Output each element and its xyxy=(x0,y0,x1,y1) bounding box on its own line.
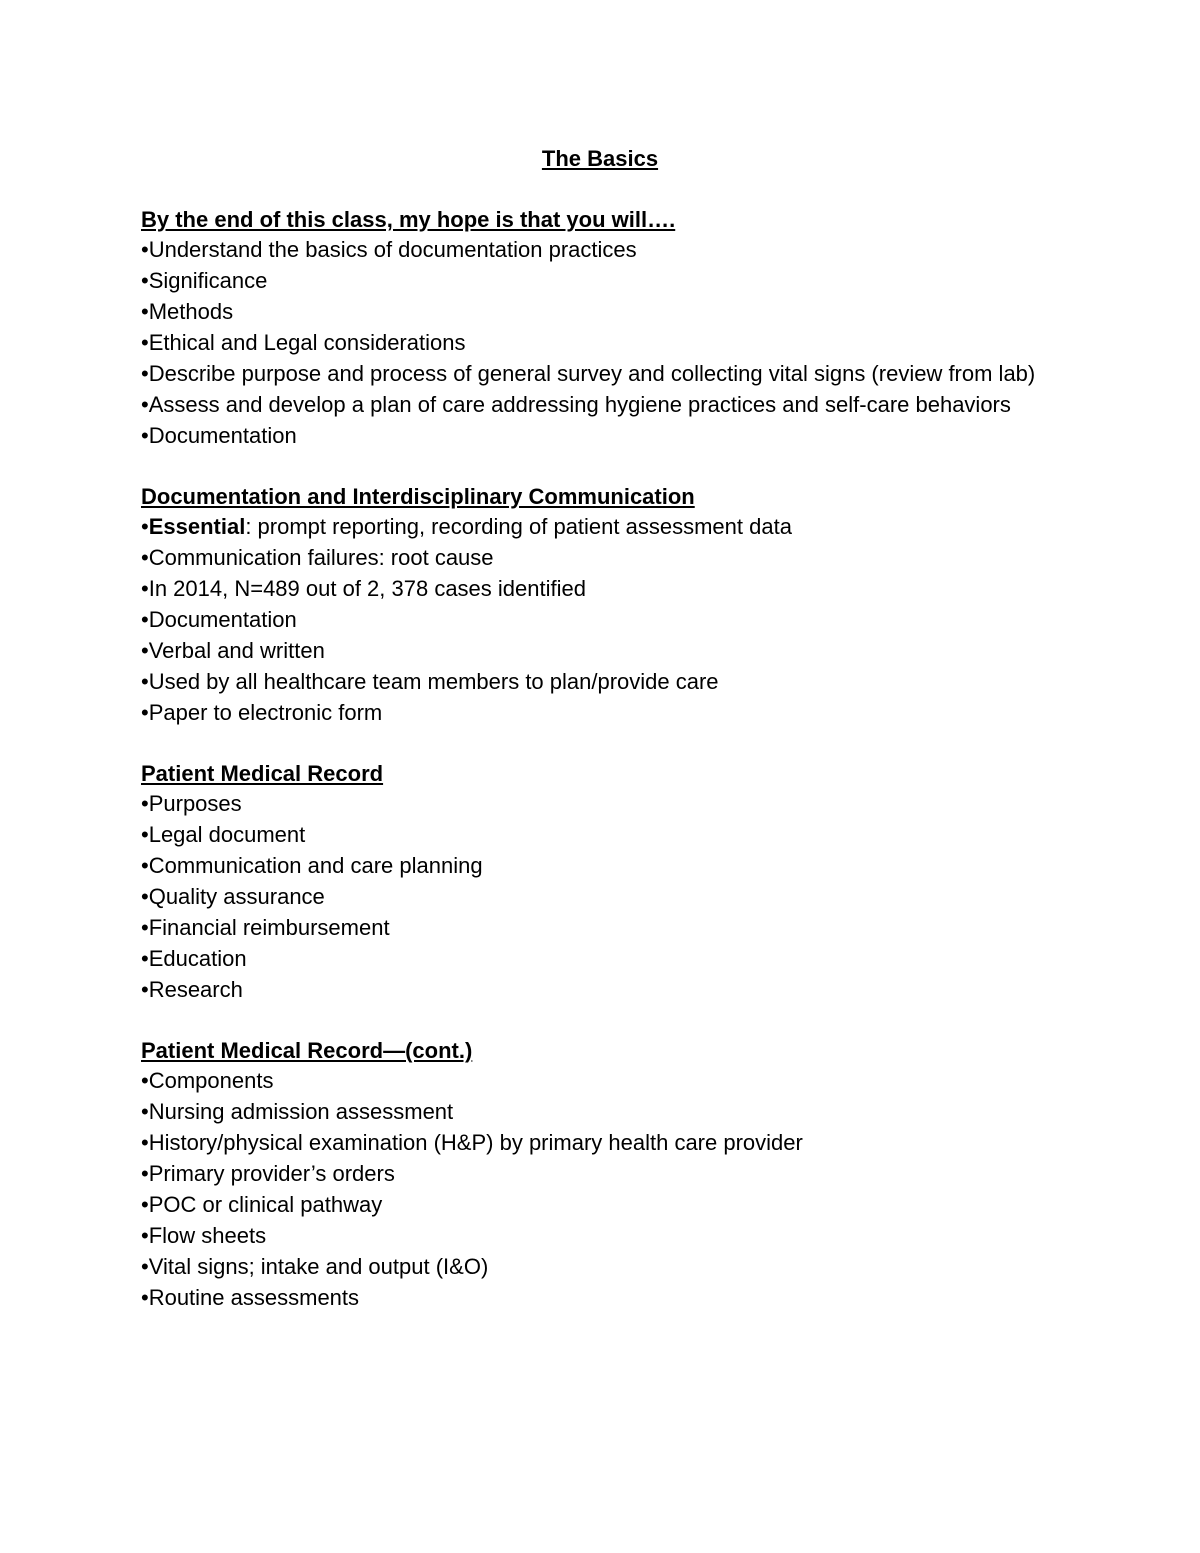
list-item xyxy=(141,1067,1071,1094)
list-item-text: Legal document xyxy=(148,822,306,847)
list-item xyxy=(141,1129,1071,1156)
list-item xyxy=(141,976,1071,1003)
list-item-text: Purposes xyxy=(148,791,242,816)
list-item-text: Education xyxy=(148,946,247,971)
bullet-marker: • xyxy=(141,330,149,355)
bullet-marker: • xyxy=(141,700,149,725)
list-item-text: Describe purpose and process of general survey and collecting vital signs (review from lab) xyxy=(148,361,1036,386)
bullet-marker: • xyxy=(141,361,149,386)
bullet-marker: • xyxy=(141,237,149,262)
bullet-marker: • xyxy=(141,299,149,324)
list-item-text: Assess and develop a plan of care addressing hygiene practices and self-care behaviors xyxy=(148,392,1011,417)
list-item-emphasis: Essential xyxy=(148,514,246,539)
list-item-text: In 2014, N=489 out of 2, 378 cases identified xyxy=(148,576,586,601)
bullet-marker: • xyxy=(141,977,149,1002)
list-item xyxy=(141,852,1071,879)
bullet-marker: • xyxy=(141,1099,149,1124)
list-item-text: Understand the basics of documentation practices xyxy=(148,237,637,262)
bullet-list xyxy=(141,236,1071,449)
list-item xyxy=(141,1253,1071,1280)
document-section xyxy=(141,483,1071,726)
list-item xyxy=(141,1284,1071,1311)
bullet-marker: • xyxy=(141,1285,149,1310)
document-title: The Basics xyxy=(541,146,659,171)
list-item xyxy=(141,945,1071,972)
bullet-marker: • xyxy=(141,576,149,601)
list-item-text: Nursing admission assessment xyxy=(148,1099,454,1124)
list-item-text: Quality assurance xyxy=(148,884,325,909)
list-item xyxy=(141,821,1071,848)
list-item xyxy=(141,422,1071,449)
list-item-text: Methods xyxy=(148,299,234,324)
bullet-marker: • xyxy=(141,1254,149,1279)
document-section xyxy=(141,206,1071,449)
bullet-marker: • xyxy=(141,268,149,293)
bullet-marker: • xyxy=(141,669,149,694)
bullet-marker: • xyxy=(141,638,149,663)
bullet-marker: • xyxy=(141,392,149,417)
list-item-text: Paper to electronic form xyxy=(148,700,383,725)
bullet-marker: • xyxy=(141,514,149,539)
document-body xyxy=(141,206,1071,1311)
bullet-marker: • xyxy=(141,1068,149,1093)
list-item xyxy=(141,1160,1071,1187)
list-item xyxy=(141,914,1071,941)
bullet-list xyxy=(141,790,1071,1003)
bullet-marker: • xyxy=(141,423,149,448)
list-item xyxy=(141,575,1071,602)
list-item-text: Communication and care planning xyxy=(148,853,483,878)
list-item xyxy=(141,391,1071,418)
list-item xyxy=(141,1098,1071,1125)
list-item-text: Components xyxy=(148,1068,274,1093)
bullet-marker: • xyxy=(141,791,149,816)
list-item-text: Documentation xyxy=(148,423,297,448)
list-item xyxy=(141,236,1071,263)
bullet-marker: • xyxy=(141,853,149,878)
section-heading: By the end of this class, my hope is that you will…. xyxy=(141,207,676,232)
list-item xyxy=(141,1191,1071,1218)
bullet-marker: • xyxy=(141,822,149,847)
bullet-marker: • xyxy=(141,884,149,909)
list-item-text: Verbal and written xyxy=(148,638,325,663)
list-item xyxy=(141,1222,1071,1249)
bullet-marker: • xyxy=(141,1223,149,1248)
list-item xyxy=(141,606,1071,633)
bullet-marker: • xyxy=(141,1192,149,1217)
list-item xyxy=(141,883,1071,910)
list-item xyxy=(141,544,1071,571)
bullet-marker: • xyxy=(141,545,149,570)
bullet-marker: • xyxy=(141,1161,149,1186)
list-item-text: Flow sheets xyxy=(148,1223,267,1248)
bullet-marker: • xyxy=(141,915,149,940)
list-item xyxy=(141,513,1071,540)
list-item xyxy=(141,329,1071,356)
list-item-text: Used by all healthcare team members to plan/provide care xyxy=(148,669,719,694)
list-item xyxy=(141,637,1071,664)
list-item-text: : prompt reporting, recording of patient assessment data xyxy=(245,514,792,539)
list-item xyxy=(141,790,1071,817)
document-section xyxy=(141,760,1071,1003)
list-item-text: Documentation xyxy=(148,607,297,632)
list-item-text: Significance xyxy=(148,268,268,293)
list-item-text: Primary provider’s orders xyxy=(148,1161,395,1186)
list-item xyxy=(141,298,1071,325)
section-heading: Patient Medical Record—(cont.) xyxy=(141,1038,473,1063)
document-section xyxy=(141,1037,1071,1311)
list-item-text: Vital signs; intake and output (I&O) xyxy=(148,1254,489,1279)
list-item-text: History/physical examination (H&P) by primary health care provider xyxy=(148,1130,803,1155)
section-heading: Documentation and Interdisciplinary Communication xyxy=(141,484,695,509)
list-item-text: Financial reimbursement xyxy=(148,915,390,940)
bullet-marker: • xyxy=(141,1130,149,1155)
list-item-text: Communication failures: root cause xyxy=(148,545,494,570)
list-item xyxy=(141,668,1071,695)
list-item-text: Ethical and Legal considerations xyxy=(148,330,466,355)
bullet-list xyxy=(141,513,1071,726)
list-item-text: Routine assessments xyxy=(148,1285,360,1310)
list-item-text: POC or clinical pathway xyxy=(148,1192,383,1217)
list-item xyxy=(141,699,1071,726)
list-item xyxy=(141,360,1071,387)
bullet-list xyxy=(141,1067,1071,1311)
list-item xyxy=(141,267,1071,294)
list-item-text: Research xyxy=(148,977,243,1002)
bullet-marker: • xyxy=(141,607,149,632)
bullet-marker: • xyxy=(141,946,149,971)
section-heading: Patient Medical Record xyxy=(141,761,384,786)
